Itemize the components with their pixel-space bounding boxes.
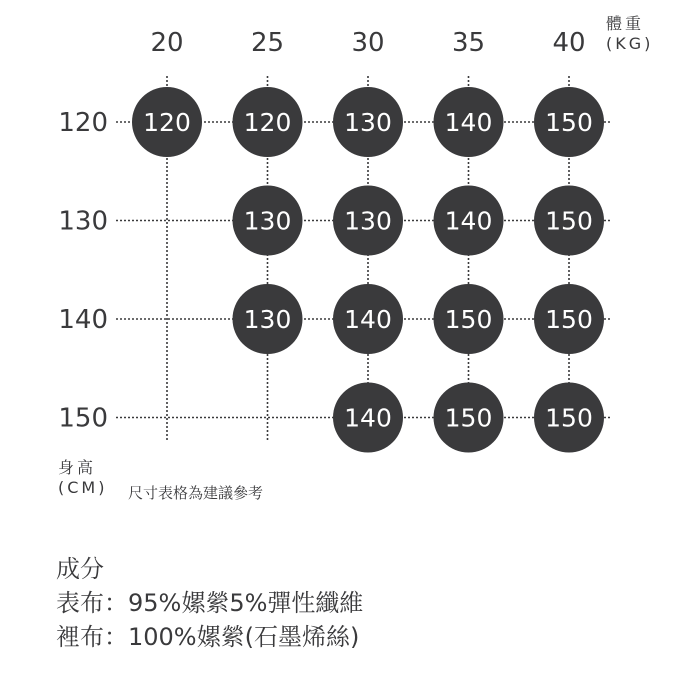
size-label-120-30: 130: [344, 108, 392, 137]
material-outer: 表布：95%嫘縈5%彈性纖維: [56, 589, 364, 617]
height-tick-150: 150: [58, 403, 108, 434]
size-label-140-25: 130: [243, 305, 292, 334]
size-label-130-25: 130: [243, 206, 292, 236]
material-section: [56, 552, 363, 654]
height-tick-120: 120: [58, 108, 108, 138]
size-note: 尺寸表格為建議參考: [128, 484, 264, 502]
height-tick-140: 140: [58, 305, 108, 335]
weight-tick-30: 30: [351, 28, 385, 58]
size-label-130-30: 130: [344, 206, 392, 236]
size-label-120-40: 150: [545, 108, 593, 137]
weight-axis-label: 體重: [606, 14, 645, 33]
weight-axis-unit: (KG): [606, 34, 654, 53]
size-label-120-35: 140: [444, 108, 493, 137]
weight-tick-25: 25: [250, 28, 285, 58]
size-label-130-35: 140: [444, 206, 493, 236]
size-label-140-30: 140: [344, 305, 392, 334]
size-label-120-20: 120: [143, 108, 191, 137]
size-label-150-35: 150: [444, 403, 493, 433]
height-axis-unit: (CM): [58, 478, 108, 497]
weight-tick-35: 35: [451, 28, 486, 58]
height-tick-130: 130: [58, 206, 108, 237]
size-label-140-40: 150: [545, 305, 593, 334]
size-label-130-40: 150: [545, 206, 593, 236]
height-axis-label: 身高: [58, 458, 97, 477]
weight-tick-40: 40: [552, 28, 586, 58]
height-axis-title: [58, 458, 107, 498]
size-label-140-35: 150: [444, 305, 493, 334]
weight-tick-20: 20: [150, 28, 184, 58]
material-title: 成分: [56, 555, 104, 583]
size-label-120-25: 120: [243, 108, 292, 137]
size-label-150-30: 140: [344, 403, 392, 433]
size-label-150-40: 150: [545, 403, 593, 433]
material-lining: 裡布：100%嫘縈(石墨烯絲): [56, 623, 360, 651]
weight-axis-title: [606, 14, 653, 54]
